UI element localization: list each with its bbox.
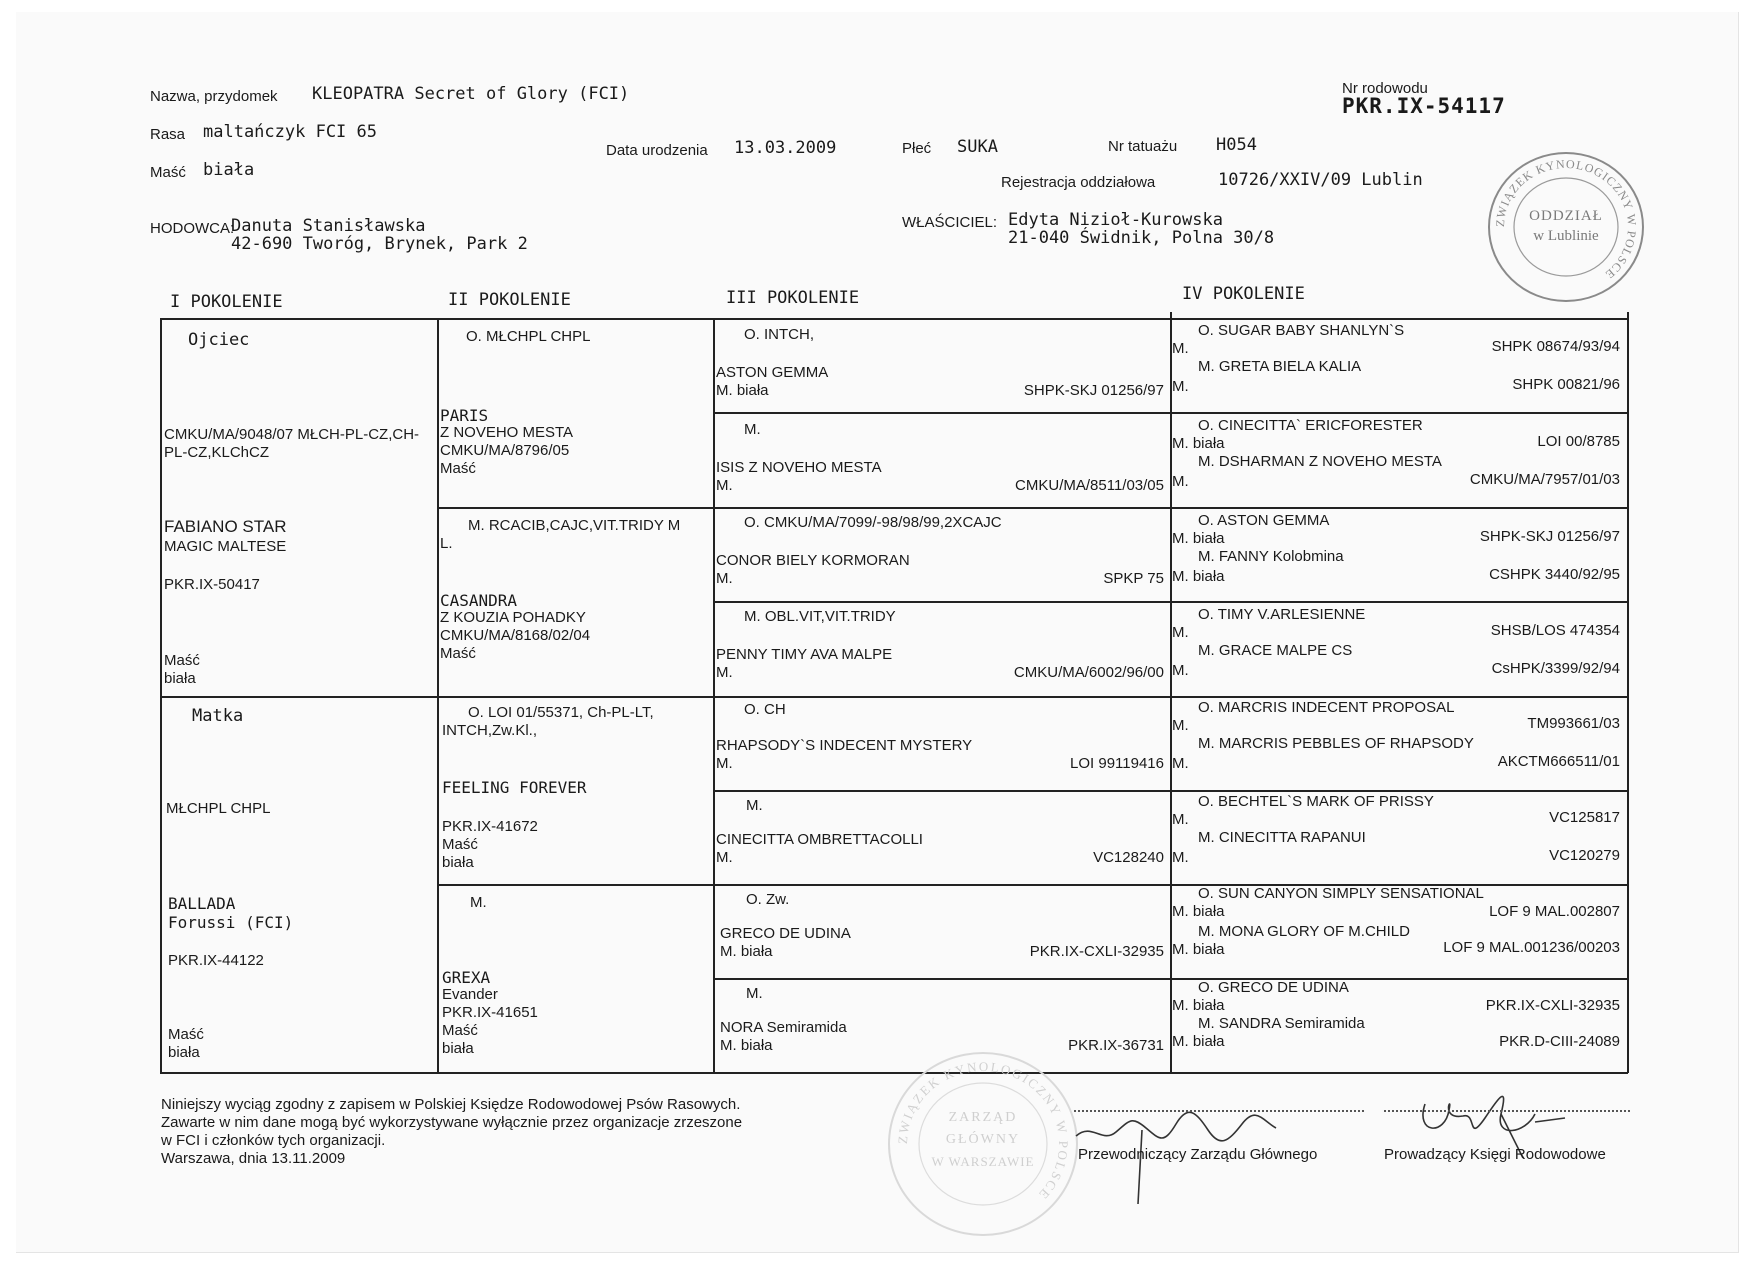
footer-line: Niniejszy wyciąg zgodny z zapisem w Polskiej Księdze Rodowodowej Psów Rasowych. bbox=[161, 1096, 741, 1113]
birth-label: Data urodzenia bbox=[606, 142, 708, 159]
gen2-name: GREXA bbox=[442, 968, 491, 987]
gen4-dam-color: M. bbox=[1172, 473, 1189, 490]
breed-label: Rasa bbox=[150, 126, 186, 143]
gen3-cell bbox=[716, 413, 1168, 507]
gen2-role-cont: INTCH,Zw.Kl., bbox=[442, 722, 538, 739]
gen4-dam-color: M. biała bbox=[1172, 1033, 1225, 1050]
gen4-sire-reg: VC125817 bbox=[1549, 809, 1620, 826]
father-cell bbox=[164, 322, 434, 694]
gen4-sire-color: M. bbox=[1172, 811, 1189, 828]
pedigree-number-label: Nr rodowodu bbox=[1342, 80, 1428, 97]
gen3-role: M. bbox=[746, 797, 763, 814]
gen3-role: M. bbox=[746, 985, 763, 1002]
birth-value: 13.03.2009 bbox=[734, 138, 837, 158]
office-stamp bbox=[1488, 152, 1644, 302]
gen4-dam-reg: CSHPK 3440/92/95 bbox=[1489, 566, 1620, 583]
mother-cell bbox=[164, 700, 434, 1070]
gen4-dam-color: M. bbox=[1172, 849, 1189, 866]
gen3-role: O. Zw. bbox=[746, 891, 790, 908]
color-label: Maść bbox=[150, 164, 186, 181]
generation-3-header: III POKOLENIE bbox=[726, 288, 860, 308]
gen3-name: GRECO DE UDINA bbox=[720, 925, 851, 942]
gen4-sire-color: M. bbox=[1172, 624, 1189, 641]
gen3-cell bbox=[716, 885, 1168, 979]
gen4-sire-reg: TM993661/03 bbox=[1527, 715, 1620, 732]
gen2-reg: CMKU/MA/8168/02/04 bbox=[440, 627, 591, 644]
gen4-sire-color: M. biała bbox=[1172, 435, 1225, 452]
mother-color-label: Maść bbox=[168, 1026, 204, 1043]
gen4-cell bbox=[1172, 413, 1624, 507]
gen3-name: CINECITTA OMBRETTACOLLI bbox=[716, 831, 923, 848]
gen3-name: NORA Semiramida bbox=[720, 1019, 847, 1036]
gen3-reg: PKR.IX-36731 bbox=[1068, 1037, 1164, 1054]
gen3-reg: CMKU/MA/8511/03/05 bbox=[1015, 477, 1164, 494]
gen4-dam-reg: VC120279 bbox=[1549, 847, 1620, 864]
office-stamp-line2: w Lublinie bbox=[1533, 228, 1599, 244]
gen3-cell bbox=[716, 508, 1168, 602]
owner-label: WŁAŚCICIEL: bbox=[902, 214, 998, 231]
gen4-cell bbox=[1172, 602, 1624, 696]
gen2-role: M. RCACIB,CAJC,VIT.TRIDY M bbox=[468, 517, 681, 534]
gen2-cell bbox=[440, 511, 710, 693]
gen3-color: M. biała bbox=[716, 382, 769, 399]
gen4-dam-reg: SHPK 00821/96 bbox=[1512, 376, 1620, 393]
gen4-dam: M. GRACE MALPE CS bbox=[1198, 642, 1353, 659]
dog-name: KLEOPATRA Secret of Glory (FCI) bbox=[312, 84, 630, 104]
gen4-cell bbox=[1172, 697, 1624, 791]
gen4-dam: M. MONA GLORY OF M.CHILD bbox=[1198, 923, 1410, 940]
owner-address: 21-040 Świdnik, Polna 30/8 bbox=[1008, 228, 1275, 248]
gen2-kennel: Evander bbox=[442, 986, 498, 1003]
gen3-color: M. bbox=[716, 755, 733, 772]
mother-titles: MŁCHPL CHPL bbox=[166, 800, 271, 817]
tattoo-value: H054 bbox=[1216, 135, 1257, 155]
gen2-color-label: Maść bbox=[440, 645, 476, 662]
footer-line: Zawarte w nim dane mogą być wykorzystywane wyłącznie przez organizacje zrzeszone bbox=[161, 1114, 743, 1131]
generation-2-header: II POKOLENIE bbox=[448, 290, 571, 310]
gen4-sire-reg: PKR.IX-CXLI-32935 bbox=[1485, 997, 1620, 1014]
gen2-cell bbox=[440, 888, 710, 1070]
father-titles-line1: CMKU/MA/9048/07 MŁCH-PL-CZ,CH- bbox=[164, 426, 420, 443]
gen3-role: M. bbox=[744, 421, 761, 438]
gen4-sire-reg: LOI 00/8785 bbox=[1537, 433, 1620, 450]
gen3-name: CONOR BIELY KORMORAN bbox=[716, 552, 910, 569]
gen2-color: biała bbox=[442, 854, 474, 871]
gen3-reg: CMKU/MA/6002/96/00 bbox=[1013, 664, 1164, 681]
office-stamp-ring: ZWIĄZEK KYNOLOGICZNY W POLSCE bbox=[1492, 156, 1640, 283]
name-label: Nazwa, przydomek bbox=[150, 88, 278, 105]
gen2-name: PARIS bbox=[440, 406, 489, 425]
pedigree-number: PKR.IX-54117 bbox=[1342, 94, 1506, 118]
gen2-reg: PKR.IX-41651 bbox=[442, 1004, 538, 1021]
gen3-color: M. bbox=[716, 477, 733, 494]
gen3-reg: SHPK-SKJ 01256/97 bbox=[1023, 382, 1164, 399]
gen4-dam-reg: CMKU/MA/7957/01/03 bbox=[1469, 471, 1620, 488]
sex-value: SUKA bbox=[957, 137, 998, 157]
gen3-cell bbox=[716, 602, 1168, 696]
color-value: biała bbox=[203, 160, 255, 180]
gen4-sire-reg: SHPK 08674/93/94 bbox=[1491, 338, 1620, 355]
gen4-sire-color: M. bbox=[1172, 717, 1189, 734]
gen4-dam-reg: AKCTM666511/01 bbox=[1497, 753, 1620, 770]
gen4-sire-color: M. bbox=[1172, 340, 1189, 357]
mother-name: BALLADA bbox=[168, 894, 236, 913]
gen3-cell bbox=[716, 697, 1168, 791]
gen4-sire: O. CINECITTA` ERICFORESTER bbox=[1198, 417, 1423, 434]
gen3-color: M. biała bbox=[720, 943, 773, 960]
gen2-color: biała bbox=[442, 1040, 474, 1057]
gen4-sire: O. BECHTEL`S MARK OF PRISSY bbox=[1198, 793, 1434, 810]
gen3-reg: SPKP 75 bbox=[1103, 570, 1164, 587]
gen2-kennel: Z KOUZIA POHADKY bbox=[440, 609, 586, 626]
gen4-cell bbox=[1172, 791, 1624, 885]
gen4-dam-color: M. biała bbox=[1172, 941, 1225, 958]
gen4-dam-color: M. bbox=[1172, 378, 1189, 395]
gen3-cell bbox=[716, 318, 1168, 412]
gen3-name: RHAPSODY`S INDECENT MYSTERY bbox=[716, 737, 973, 754]
generation-1-header: I POKOLENIE bbox=[170, 292, 283, 312]
footer-line: w FCI i członków tych organizacji. bbox=[161, 1132, 386, 1149]
generation-4-header: IV POKOLENIE bbox=[1182, 284, 1305, 304]
father-reg: PKR.IX-50417 bbox=[164, 576, 260, 593]
gen4-dam-reg: PKR.D-CIII-24089 bbox=[1499, 1033, 1620, 1050]
gen4-sire: O. SUN CANYON SIMPLY SENSATIONAL bbox=[1198, 885, 1484, 902]
gen4-dam: M. SANDRA Semiramida bbox=[1198, 1015, 1365, 1032]
mother-color: biała bbox=[168, 1044, 200, 1061]
gen4-cell bbox=[1172, 979, 1624, 1071]
gen2-name: FEELING FOREVER bbox=[442, 778, 587, 797]
gen4-dam-color: M. bbox=[1172, 755, 1189, 772]
gen3-reg: VC128240 bbox=[1093, 849, 1164, 866]
gen2-cell bbox=[440, 322, 710, 504]
board-stamp-line1: ZARZĄD bbox=[948, 1110, 1018, 1125]
gen2-role: O. MŁCHPL CHPL bbox=[466, 328, 591, 345]
gen3-name: ISIS Z NOVEHO MESTA bbox=[716, 459, 882, 476]
gen4-sire-reg: SHPK-SKJ 01256/97 bbox=[1479, 528, 1620, 545]
gen4-dam-color: M. biała bbox=[1172, 568, 1225, 585]
mother-role: Matka bbox=[192, 706, 244, 726]
board-stamp bbox=[888, 1052, 1078, 1236]
gen4-sire-reg: LOF 9 MAL.002807 bbox=[1489, 903, 1620, 920]
gen2-role: M. bbox=[470, 894, 487, 911]
gen2-cell bbox=[440, 700, 710, 882]
sex-label: Płeć bbox=[902, 140, 932, 157]
gen2-color-label: Maść bbox=[440, 460, 476, 477]
father-color: biała bbox=[164, 670, 196, 687]
breed-value: maltańczyk FCI 65 bbox=[203, 122, 377, 142]
gen2-reg: PKR.IX-41672 bbox=[442, 818, 538, 835]
breeder-label: HODOWCA: bbox=[150, 220, 235, 237]
footer-date: Warszawa, dnia 13.11.2009 bbox=[161, 1150, 346, 1167]
gen4-dam: M. CINECITTA RAPANUI bbox=[1198, 829, 1366, 846]
registrar-signature-label: Prowadzący Księgi Rodowodowe bbox=[1384, 1146, 1606, 1163]
gen2-role-cont: L. bbox=[440, 535, 453, 552]
gen4-sire-color: M. biała bbox=[1172, 903, 1225, 920]
owner-name: Edyta Nizioł-Kurowska bbox=[1008, 210, 1223, 230]
office-stamp-line1: ODDZIAŁ bbox=[1529, 208, 1603, 224]
gen4-dam: M. GRETA BIELA KALIA bbox=[1198, 358, 1362, 375]
gen3-role: O. CMKU/MA/7099/-98/98/99,2XCAJC bbox=[744, 514, 1002, 531]
gen4-sire-color: M. biała bbox=[1172, 997, 1225, 1014]
gen4-dam-color: M. bbox=[1172, 662, 1189, 679]
gen3-color: M. bbox=[716, 849, 733, 866]
gen2-role: O. LOI 01/55371, Ch-PL-LT, bbox=[468, 704, 654, 721]
board-stamp-line2: GŁÓWNY bbox=[945, 1132, 1021, 1147]
gen4-cell bbox=[1172, 885, 1624, 979]
gen4-sire-reg: SHSB/LOS 474354 bbox=[1490, 622, 1620, 639]
gen4-dam-reg: CsHPK/3399/92/94 bbox=[1491, 660, 1620, 677]
gen3-role: O. CH bbox=[744, 701, 786, 718]
gen3-color: M. bbox=[716, 570, 733, 587]
father-color-label: Maść bbox=[164, 652, 200, 669]
gen4-sire: O. GRECO DE UDINA bbox=[1198, 979, 1349, 996]
gen2-kennel: Z NOVEHO MESTA bbox=[440, 424, 574, 441]
gen3-reg: PKR.IX-CXLI-32935 bbox=[1029, 943, 1164, 960]
gen4-dam: M. MARCRIS PEBBLES OF RHAPSODY bbox=[1198, 735, 1474, 752]
father-titles-line2: PL-CZ,KLChCZ bbox=[164, 444, 270, 461]
registration-label: Rejestracja oddziałowa bbox=[1001, 174, 1156, 191]
gen4-dam-reg: LOF 9 MAL.001236/00203 bbox=[1443, 939, 1620, 956]
chairman-signature-label: Przewodniczący Zarządu Głównego bbox=[1078, 1146, 1318, 1163]
gen3-name: ASTON GEMMA bbox=[716, 364, 829, 381]
father-name: FABIANO STAR bbox=[164, 517, 287, 536]
gen2-name: CASANDRA bbox=[440, 591, 518, 610]
gen3-reg: LOI 99119416 bbox=[1070, 755, 1164, 772]
signature-chairman bbox=[1072, 1062, 1332, 1212]
father-kennel: MAGIC MALTESE bbox=[164, 538, 287, 555]
mother-reg: PKR.IX-44122 bbox=[168, 952, 264, 969]
father-role: Ojciec bbox=[188, 330, 250, 350]
board-stamp-ring: ZWIĄZEK KYNOLOGICZNY W POLSCE bbox=[894, 1058, 1072, 1204]
tattoo-label: Nr tatuażu bbox=[1108, 138, 1178, 155]
gen2-reg: CMKU/MA/8796/05 bbox=[440, 442, 570, 459]
gen3-color: M. biała bbox=[720, 1037, 773, 1054]
breeder-address: 42-690 Tworóg, Brynek, Park 2 bbox=[231, 234, 528, 254]
board-stamp-line3: W WARSZAWIE bbox=[931, 1154, 1035, 1169]
gen3-cell bbox=[716, 791, 1168, 885]
registration-value: 10726/XXIV/09 Lublin bbox=[1218, 170, 1423, 190]
gen4-sire-color: M. biała bbox=[1172, 530, 1225, 547]
gen3-color: M. bbox=[716, 664, 733, 681]
gen3-role: M. OBL.VIT,VIT.TRIDY bbox=[744, 608, 896, 625]
gen2-color-label: Maść bbox=[442, 1022, 478, 1039]
gen4-cell bbox=[1172, 318, 1624, 412]
gen4-dam: M. DSHARMAN Z NOVEHO MESTA bbox=[1198, 453, 1442, 470]
gen2-color-label: Maść bbox=[442, 836, 478, 853]
gen4-sire: O. TIMY V.ARLESIENNE bbox=[1198, 606, 1366, 623]
gen3-name: PENNY TIMY AVA MALPE bbox=[716, 646, 893, 663]
gen3-role: O. INTCH, bbox=[744, 326, 814, 343]
breeder-name: Danuta Stanisławska bbox=[231, 216, 426, 236]
gen4-sire: O. SUGAR BABY SHANLYN`S bbox=[1198, 322, 1405, 339]
mother-kennel: Forussi (FCI) bbox=[168, 913, 294, 932]
gen4-dam: M. FANNY Kolobmina bbox=[1198, 548, 1344, 565]
gen4-sire: O. MARCRIS INDECENT PROPOSAL bbox=[1198, 699, 1455, 716]
gen4-sire: O. ASTON GEMMA bbox=[1198, 512, 1330, 529]
gen4-cell bbox=[1172, 508, 1624, 602]
